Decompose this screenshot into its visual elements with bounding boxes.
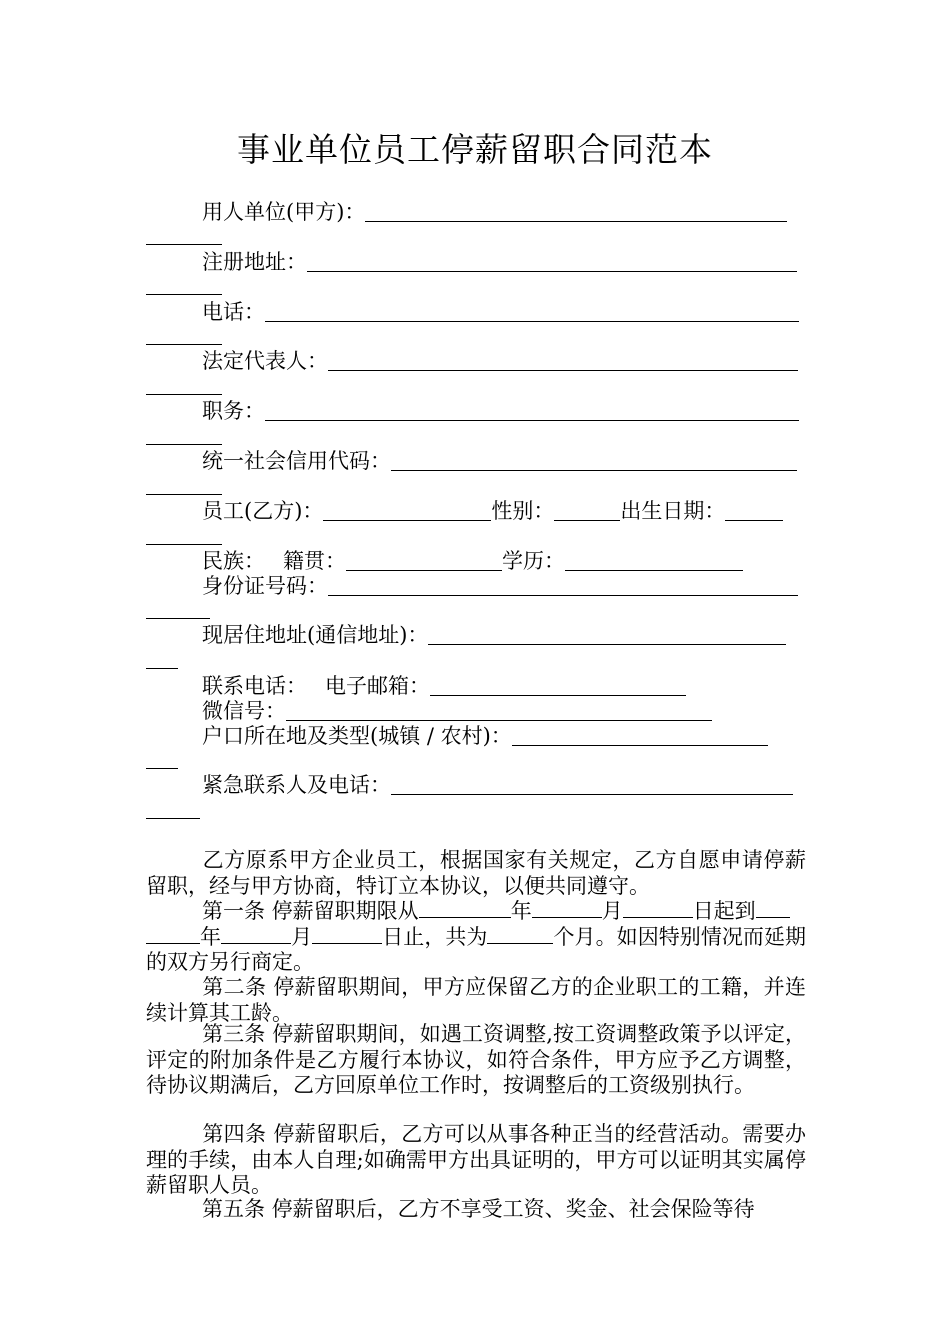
paragraph-intro-text: 乙方原系甲方企业员工，根据国家有关规定，乙方自愿申请停薪留职，经与甲方协商，特订立本协议，以便共同遵守。 — [146, 848, 806, 898]
field-credit-code-blank[interactable] — [391, 450, 797, 471]
field-education-blank[interactable] — [565, 550, 743, 571]
field-employee-label: 员工(乙方)： — [202, 499, 324, 523]
field-phone-label: 电话： — [202, 300, 265, 324]
field-employer-label: 用人单位(甲方)： — [202, 200, 366, 224]
article-4-text: 第四条 停薪留职后，乙方可以从事各种正当的经营活动。需要办理的手续，由本人自理;如确需甲方出具证明的，甲方可以证明其实属停薪留职人员。 — [146, 1122, 806, 1197]
paragraph-intro — [146, 848, 806, 899]
field-residence-blank-cont — [146, 668, 178, 669]
article-1-year-label: 年 — [510, 899, 532, 923]
article-1-end-month-blank[interactable] — [221, 925, 291, 944]
field-hukou — [202, 723, 768, 749]
field-id-number-blank[interactable] — [328, 575, 798, 596]
article-1 — [146, 899, 806, 976]
field-birth-date-blank-cont — [146, 544, 222, 545]
article-2 — [146, 975, 806, 1026]
field-id-number-blank-cont — [146, 618, 210, 619]
field-wechat-label: 微信号： — [202, 699, 286, 723]
field-legal-rep-blank-cont — [146, 394, 222, 395]
article-1-month-label: 月 — [601, 899, 623, 923]
field-emergency-blank[interactable] — [391, 774, 793, 795]
field-address — [202, 249, 797, 275]
field-employee-blank[interactable] — [323, 500, 491, 521]
field-ethnicity-label: 民族： — [202, 549, 265, 573]
field-wechat — [202, 698, 712, 724]
field-phone-blank-cont — [146, 344, 222, 345]
field-wechat-blank[interactable] — [286, 700, 712, 721]
article-1-from-label: 日起到 — [692, 899, 756, 923]
field-id-number-label: 身份证号码： — [202, 574, 328, 598]
article-3-text: 第三条 停薪留职期间，如遇工资调整,按工资调整政策予以评定，评定的附加条件是乙方履行本协议，如符合条件，甲方应予乙方调整，待协议期满后，乙方回原单位工作时，按调整后的工资级别执行。 — [146, 1022, 806, 1097]
field-contact-row — [202, 673, 686, 699]
field-hukou-blank[interactable] — [512, 725, 768, 746]
field-gender-label: 性别： — [491, 499, 555, 523]
field-position-label: 职务： — [202, 399, 265, 423]
field-hukou-label: 户口所在地及类型(城镇 / 农村)： — [202, 724, 512, 748]
article-1-months-label: 个月。如因特别情况而延期的双方另行商定。 — [146, 924, 807, 974]
field-address-label: 注册地址： — [202, 250, 307, 274]
article-1-months-blank[interactable] — [487, 925, 553, 944]
article-1-end-month-label: 月 — [291, 924, 313, 949]
field-emergency-blank-cont — [146, 818, 200, 819]
field-credit-code-blank-cont — [146, 494, 222, 495]
article-1-end-year-blank[interactable] — [756, 899, 790, 918]
field-credit-code — [202, 448, 797, 474]
field-employer — [202, 199, 787, 225]
field-residence-blank[interactable] — [428, 624, 786, 645]
field-address-blank-cont — [146, 294, 222, 295]
field-address-blank[interactable] — [307, 251, 797, 272]
article-1-end-year-label: 年 — [200, 924, 222, 949]
field-residence — [202, 622, 786, 648]
article-1-end-year-blank-cont — [146, 925, 200, 944]
article-1-lead: 第一条 停薪留职期限从 — [202, 899, 419, 923]
article-1-start-month-blank[interactable] — [532, 899, 602, 918]
field-employer-blank-cont — [146, 244, 222, 245]
field-emergency-label: 紧急联系人及电话： — [202, 773, 391, 797]
field-phone-blank[interactable] — [265, 301, 799, 322]
field-phone — [202, 299, 799, 325]
field-birth-date-blank[interactable] — [725, 500, 783, 521]
field-email-label: 电子邮箱： — [325, 674, 430, 698]
field-education-label: 学历： — [502, 549, 565, 573]
field-employee-row — [202, 498, 783, 524]
article-1-start-day-blank[interactable] — [623, 899, 693, 918]
field-email-blank[interactable] — [430, 675, 686, 696]
article-4 — [146, 1122, 806, 1199]
article-5-text: 第五条 停薪留职后，乙方不享受工资、奖金、社会保险等待 — [202, 1197, 755, 1221]
article-3 — [146, 1022, 806, 1099]
page-title: 事业单位员工停薪留职合同范本 — [237, 130, 713, 169]
field-employer-blank[interactable] — [365, 201, 787, 222]
field-credit-code-label: 统一社会信用代码： — [202, 449, 391, 473]
field-position-blank-cont — [146, 444, 222, 445]
field-hukou-blank-cont — [146, 768, 178, 769]
article-1-start-year-blank[interactable] — [419, 899, 511, 918]
field-legal-rep — [202, 348, 798, 374]
field-legal-rep-label: 法定代表人： — [202, 349, 328, 373]
field-contact-phone-label: 联系电话： — [202, 674, 307, 698]
field-gender-blank[interactable] — [554, 500, 620, 521]
field-ethnicity-row — [202, 548, 743, 574]
field-position — [202, 398, 799, 424]
field-birth-date-label: 出生日期： — [620, 499, 726, 523]
field-legal-rep-blank[interactable] — [328, 350, 798, 371]
field-position-blank[interactable] — [265, 400, 799, 421]
field-native-place-label: 籍贯： — [283, 549, 346, 573]
field-emergency — [202, 772, 793, 798]
article-2-text: 第二条 停薪留职期间，甲方应保留乙方的企业职工的工籍，并连续计算其工龄。 — [146, 975, 806, 1025]
field-id-number — [202, 573, 798, 599]
field-residence-label: 现居住地址(通信地址)： — [202, 623, 429, 647]
article-1-end-day-blank[interactable] — [312, 925, 382, 944]
article-5 — [146, 1197, 806, 1223]
article-1-to-label: 日止，共为 — [382, 924, 488, 949]
field-native-place-blank[interactable] — [346, 550, 502, 571]
